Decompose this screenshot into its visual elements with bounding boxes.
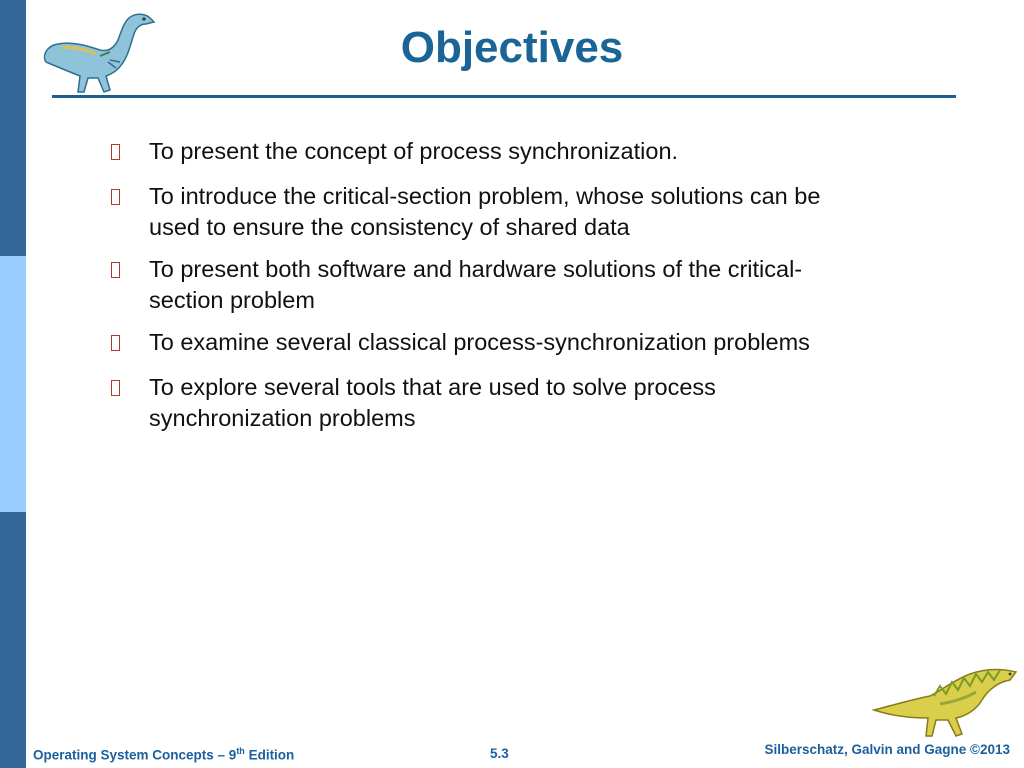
side-bar-middle <box>0 256 26 512</box>
bullet-text: To introduce the critical-section problem, whose solutions can be used to ensure the consistency of shared data <box>149 183 821 240</box>
side-bar-bottom <box>0 512 26 768</box>
copyright-footer: Silberschatz, Galvin and Gagne ©2013 <box>764 742 1010 757</box>
title-divider <box>52 95 956 98</box>
side-bar-top <box>0 0 26 256</box>
square-bullet-icon <box>108 254 149 288</box>
bullet-text: To explore several tools that are used to solve process synchronization problems <box>149 374 716 431</box>
footer-book-sup: th <box>236 746 245 756</box>
objectives-list <box>108 136 828 445</box>
book-title-footer <box>33 746 294 763</box>
square-bullet-icon <box>108 181 149 215</box>
slide-title: Objectives <box>400 23 624 72</box>
list-item <box>108 254 828 316</box>
list-item <box>108 327 828 361</box>
bullet-text: To present the concept of process synchronization. <box>149 138 679 164</box>
footer-book-suffix: Edition <box>244 747 295 763</box>
square-bullet-icon <box>108 372 149 406</box>
list-item <box>108 372 828 434</box>
square-bullet-icon <box>108 327 149 361</box>
list-item <box>108 136 828 170</box>
square-bullet-icon <box>108 136 149 170</box>
dinosaur-logo-icon <box>870 660 1020 740</box>
bullet-text: To present both software and hardware solutions of the critical-section problem <box>149 256 803 313</box>
list-item <box>108 181 828 243</box>
bullet-text: To examine several classical process-synchronization problems <box>149 329 810 355</box>
footer-book-prefix: Operating System Concepts – 9 <box>33 747 237 763</box>
dinosaur-logo-icon <box>36 6 158 98</box>
page-number: 5.3 <box>490 746 509 761</box>
